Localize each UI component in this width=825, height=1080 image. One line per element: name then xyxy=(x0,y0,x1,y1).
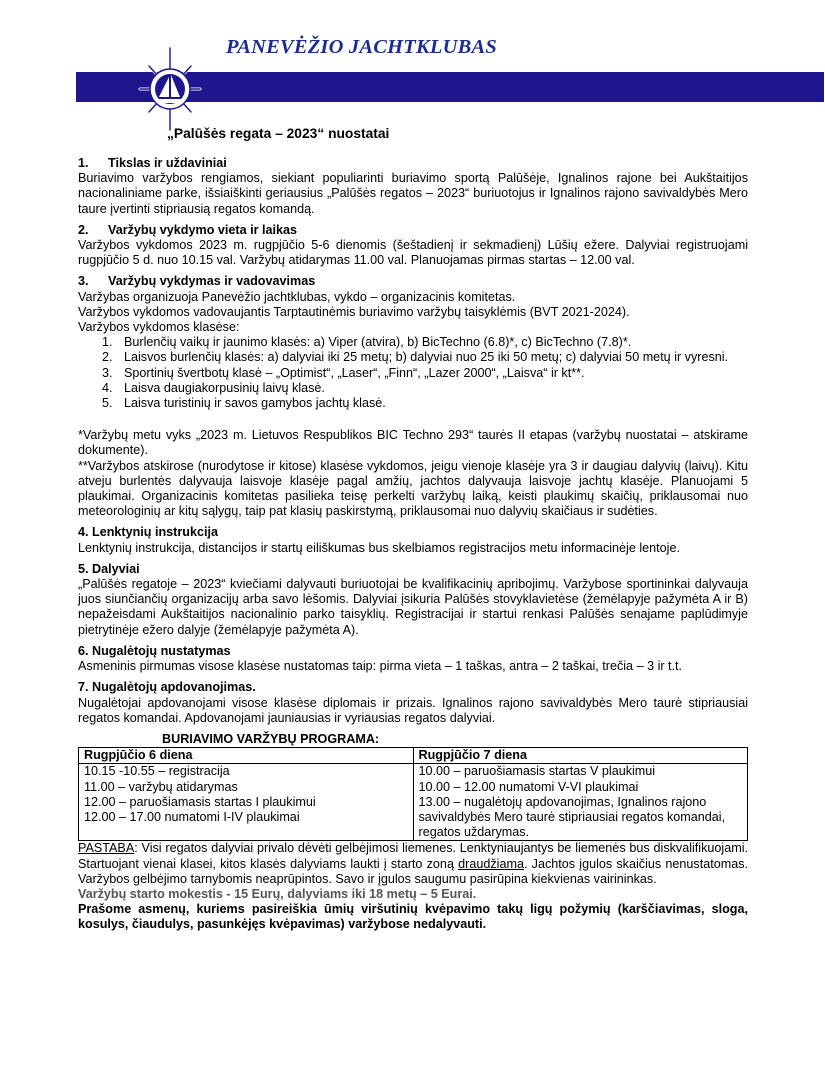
table-cell xyxy=(79,825,414,841)
note-underlined-word: draudžiama xyxy=(458,856,524,871)
footnote: *Varžybų metu vyks „2023 m. Lietuvos Respublikos BIC Techno 293“ taurės II etapas (varžybų nuostatai – atskirame dokumente). xyxy=(78,428,748,458)
table-row xyxy=(79,764,748,780)
section-awards xyxy=(78,680,748,726)
program-title: BURIAVIMO VARŽYBŲ PROGRAMA: xyxy=(162,731,380,746)
table-header-row xyxy=(79,748,748,764)
section-text: Varžybos vykdomos vadovaujantis Tarptautinėmis buriavimo varžybų taisyklėmis (BVT 2021-2024). xyxy=(78,304,630,319)
section-winners xyxy=(78,644,748,674)
list-item: 5. Laisva turistinių ir savos gamybos jachtų klasė. xyxy=(102,396,386,411)
list-item: 3. Sportinių švertbotų klasė – „Optimist“, „Laser“, „Finn“, „Lazer 2000“, „Laisva“ ir kt**. xyxy=(102,365,585,380)
table-cell: savivaldybės Mero taurė stipriausiai regatos komandai, xyxy=(413,810,748,825)
table-cell: 10.00 – 12.00 numatomi V-VI plaukimai xyxy=(413,780,748,795)
footnotes xyxy=(78,428,748,519)
document-body xyxy=(78,156,748,933)
section-text: Varžybos vykdomos klasėse: xyxy=(78,320,240,335)
note-label: PASTABA xyxy=(78,841,135,856)
program-table xyxy=(78,747,748,841)
section-goals xyxy=(78,156,748,217)
section-place-time xyxy=(78,223,748,269)
table-cell: 12.00 – 17.00 numatomi I-IV plaukimai xyxy=(79,810,414,825)
table-row xyxy=(79,795,748,810)
table-header: Rugpjūčio 7 diena xyxy=(413,748,748,764)
table-row xyxy=(79,780,748,795)
entry-fee: Varžybų starto mokestis - 15 Eurų, dalyviams iki 18 metų – 5 Eurai. xyxy=(78,886,477,901)
safety-note: PASTABA: Visi regatos dalyviai privalo dėvėti gelbėjimosi liemenes. Lenktyniaujantys be liemenės bus diskvalifikuojami. Startuojant vienai klasei, kitos klasės dalyviams laukti į starto zoną draudžiama. Jachtos įgulos skaičius nenustatomas. Varžybos gelbėjimo tarnybomis neaprūpintos. Savo ir įgulos saugumu pasirūpina kiekvienas vairininkas. xyxy=(78,841,748,886)
section-heading: 3. Varžybų vykdymas ir vadovavimas xyxy=(78,274,316,289)
document-title: „Palūšės regata – 2023“ nuostatai xyxy=(167,126,390,141)
table-row xyxy=(79,825,748,841)
section-text: Nugalėtojai apdovanojami visose klasėse diplomais ir prizais. Ignalinos rajono savivaldybės Mero taurė stipriausiai regatos komandai. Apdovanojami jauniausias ir vyriausias regatos dalyviai. xyxy=(78,695,748,725)
section-text: Asmeninis pirmumas visose klasėse nustatomas taip: pirma vieta – 1 taškas, antra – 2 taškai, trečia – 3 ir t.t. xyxy=(78,659,683,674)
list-item: 4. Laisva daugiakorpusinių laivų klasė. xyxy=(102,380,325,395)
section-text: Buriavimo varžybos rengiamos, siekiant populiarinti buriavimo sportą Palūšėje, Ignalinos rajone bei Aukštaitijos nacionaliniame parke, išsiaiškinti geriausius „Palūšės regatos – 2023“ buriuotojus ir Ignalinos rajono savivaldybės Mero taure įvertinti stipriausią regatos komandą. xyxy=(78,171,748,216)
class-list xyxy=(78,335,748,411)
section-text: Lenktynių instrukcija, distancijos ir startų eiliškumas bus skelbiamos registracijos metu informacinėje lentoje. xyxy=(78,540,680,555)
section-participants xyxy=(78,562,748,638)
section-heading: 5. Dalyviai xyxy=(78,561,140,576)
table-cell: 10.00 – paruošiamasis startas V plaukimui xyxy=(413,764,748,780)
footnote: **Varžybos atskirose (nurodytose ir kitose) klasėse vykdomos, jeigu vienoje klasėje yra 3 ir daugiau dalyvių (laivų). Kitu atveju burlentės dalyvauja laisvoje klasėje pagal amžių, jachtos dalyvauja laisvoje jachtų klasėje. Planuojami 5 plaukimai. Organizacinis komitetas pasilieka teisę perkelti varžybų laiką, keisti plaukimų skaičių, priklausomai nuo meteorologinių ar kitų sąlygų, taip pat klasių paskirstymą, priklausomai nuo dalyvių skaičiaus ir sudėties. xyxy=(78,458,748,519)
health-notice: Prašome asmenų, kuriems pasireiškia ūmių viršutinių kvėpavimo takų ligų požymių (karščiavimas, sloga, kosulys, čiaudulys, pasunkėjęs kvėpavimas) varžybose nedalyvauti. xyxy=(78,902,748,932)
table-cell: 13.00 – nugalėtojų apdovanojimas, Ignalinos rajono xyxy=(413,795,748,810)
table-row xyxy=(79,810,748,825)
section-heading: 2. Varžybų vykdymo vieta ir laikas xyxy=(78,222,298,237)
list-item: 1. Burlenčių vaikų ir jaunimo klasės: a) Viper (atvira), b) BicTechno (6.8)*, c) BicTechno (7.8)*. xyxy=(102,335,632,350)
section-heading: 4. Lenktynių instrukcija xyxy=(78,525,218,540)
section-organization xyxy=(78,274,748,411)
table-cell: regatos uždarymas. xyxy=(413,825,748,841)
table-header: Rugpjūčio 6 diena xyxy=(79,748,414,764)
section-heading: 1. Tikslas ir uždaviniai xyxy=(78,156,227,170)
table-cell: 10.15 -10.55 – registracija xyxy=(79,764,414,780)
section-instructions xyxy=(78,525,748,555)
table-cell: 11.00 – varžybų atidarymas xyxy=(79,780,414,795)
section-heading: 6. Nugalėtojų nustatymas xyxy=(78,643,231,658)
list-item: 2. Laisvos burlenčių klasės: a) dalyviai iki 25 metų; b) dalyviai nuo 25 iki 50 metų; c) dalyviai 50 metų ir vyresni. xyxy=(102,350,729,365)
section-text: „Palūšės regatoje – 2023“ kviečiami dalyvauti buriuotojai be kvalifikacinių apribojimų. Varžybose sportininkai dalyvauja juos siunčiančių organizacijų arba savo lėšomis. Dalyviai įsikuria Palūšės stovyklavietėse (žemėlapyje pažymėta A ir B) nepažeisdami Aukštaitijos nacionalinio parko taisyklių. Registracijai ir startui renkasi Palūšės senajame paplūdimyje pietrytinėje ežero dalyje (žemėlapyje pažymėta A). xyxy=(78,577,748,637)
org-title: PANEVĖŽIO JACHTKLUBAS xyxy=(226,36,497,58)
ship-wheel-logo-icon xyxy=(136,44,204,134)
section-heading: 7. Nugalėtojų apdovanojimas. xyxy=(78,680,256,695)
table-cell: 12.00 – paruošiamasis startas I plaukimui xyxy=(79,795,414,810)
section-text: Varžybas organizuoja Panevėžio jachtklubas, vykdo – organizacinis komitetas. xyxy=(78,289,516,304)
section-text: Varžybos vykdomos 2023 m. rugpjūčio 5-6 dienomis (šeštadienį ir sekmadienį) Lūšių ežere. Dalyviai registruojami rugpjūčio 5 d. nuo 10.15 val. Varžybų atidarymas 11.00 val. Planuojamas pirmas startas – 12.00 val. xyxy=(78,238,748,268)
